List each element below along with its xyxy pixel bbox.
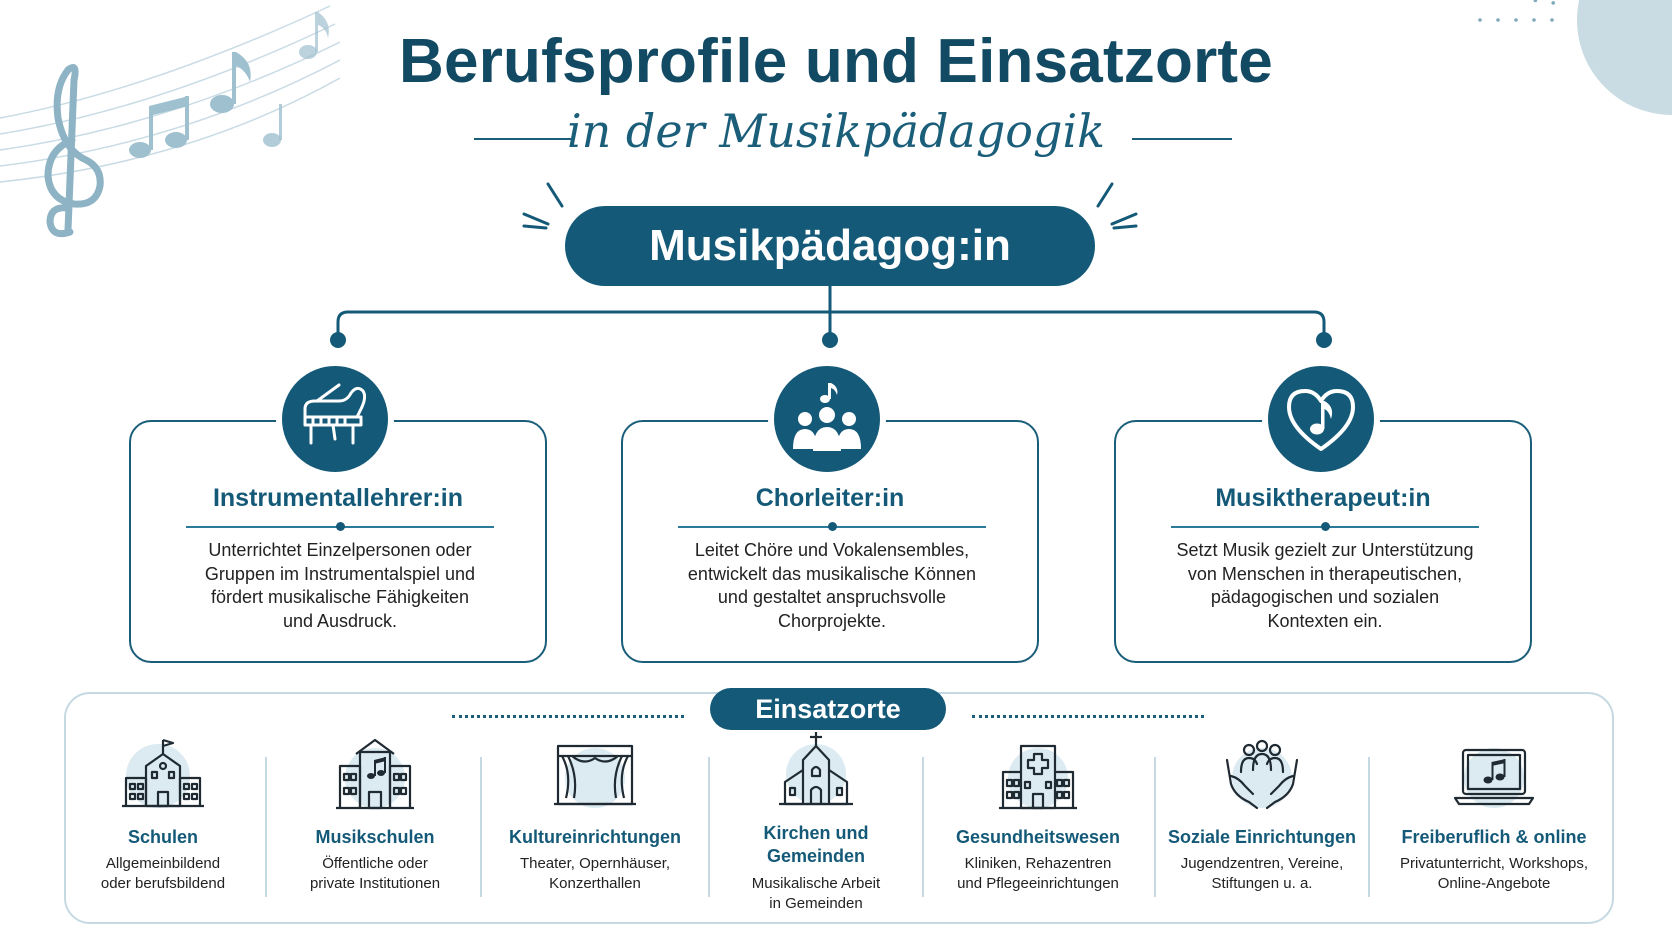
desc-line: von Menschen in therapeutischen, xyxy=(1187,563,1463,584)
desc-line: fördert musikalische Fähigkeiten xyxy=(210,587,470,607)
page-title: Berufsprofile und Einsatzorte xyxy=(399,27,1273,96)
title-line: Gemeinden xyxy=(766,846,866,866)
place-separator xyxy=(480,757,482,897)
laptop-music-icon xyxy=(1449,736,1539,812)
desc-line: Unterrichtet Einzelpersonen oder xyxy=(208,540,472,560)
place-separator xyxy=(708,757,710,897)
profile-title: Musiktherapeut:in xyxy=(1215,484,1431,512)
place-separator xyxy=(922,757,924,897)
decoration-dot xyxy=(1532,18,1536,22)
hospital-icon xyxy=(993,736,1083,812)
profile-description xyxy=(161,539,519,633)
desc-line: Leitet Chöre und Vokalensembles, xyxy=(694,540,970,560)
desc-line: Kontexten ein. xyxy=(1267,610,1383,631)
heart-music-icon xyxy=(1262,360,1380,478)
school-icon xyxy=(118,736,208,812)
theater-stage-icon xyxy=(550,736,640,812)
places-title-pill: Einsatzorte xyxy=(710,688,946,730)
profile-title: Instrumentallehrer:in xyxy=(212,484,464,512)
desc-line: Setzt Musik gezielt zur Unterstützung xyxy=(1176,540,1474,560)
place-title: Freiberuflich & online xyxy=(1401,827,1587,847)
place-separator xyxy=(1368,757,1370,897)
profile-title: Chorleiter:in xyxy=(755,484,905,512)
card-divider-dot xyxy=(336,522,345,531)
church-icon xyxy=(771,730,861,806)
place-separator xyxy=(1154,757,1156,897)
desc-line: Online-Angebote xyxy=(1437,875,1551,892)
subtitle-row xyxy=(0,104,1672,174)
place-description xyxy=(1384,854,1604,894)
place-description xyxy=(1164,854,1360,894)
desc-line: Gruppen im Instrumentalspiel und xyxy=(204,563,476,584)
card-divider-dot xyxy=(828,522,837,531)
place-description xyxy=(78,854,248,894)
desc-line: und gestaltet anspruchsvolle xyxy=(717,587,947,607)
desc-line: oder berufsbildend xyxy=(100,875,226,892)
decoration-dot xyxy=(1534,0,1538,2)
desc-line: Jugendzentren, Vereine, xyxy=(1180,855,1344,872)
dotted-line-right xyxy=(972,715,1204,718)
desc-line: Theater, Opernhäuser, xyxy=(519,855,671,872)
desc-line: pädagogischen und sozialen xyxy=(1210,587,1440,607)
profile-description xyxy=(1146,539,1504,633)
decoration-dot xyxy=(1478,18,1482,22)
decoration-dot xyxy=(1514,18,1518,22)
decoration-dot xyxy=(1496,18,1500,22)
decoration-dot xyxy=(1551,1,1555,5)
dotted-line-left xyxy=(452,715,684,718)
place-description xyxy=(724,874,908,914)
profile-description xyxy=(653,539,1011,633)
desc-line: Musikalische Arbeit xyxy=(751,875,881,892)
desc-line: entwickelt das musikalische Können xyxy=(687,563,977,584)
desc-line: Stiftungen u. a. xyxy=(1211,875,1313,892)
place-title: Musikschulen xyxy=(315,827,435,847)
grand-piano-icon xyxy=(276,360,394,478)
place-title: Gesundheitswesen xyxy=(955,827,1121,847)
caring-hands-icon xyxy=(1217,736,1307,812)
card-divider-dot xyxy=(1321,522,1330,531)
desc-line: Allgemeinbildend xyxy=(105,855,221,872)
place-title: Kultureinrichtungen xyxy=(509,827,681,847)
central-role-pill: Musikpädagog:in xyxy=(565,206,1095,286)
desc-line: Kliniken, Rehazentren xyxy=(964,855,1112,872)
desc-line: und Ausdruck. xyxy=(282,610,398,631)
desc-line: Privatunterricht, Workshops, xyxy=(1399,855,1589,872)
title-line: Kirchen und xyxy=(763,823,869,843)
place-description xyxy=(940,854,1136,894)
place-description xyxy=(496,854,694,894)
desc-line: private Institutionen xyxy=(309,875,441,892)
desc-line: in Gemeinden xyxy=(769,895,863,912)
music-school-icon xyxy=(330,736,420,812)
decoration-dot xyxy=(1550,18,1554,22)
desc-line: Chorprojekte. xyxy=(777,610,887,631)
choir-icon xyxy=(768,360,886,478)
place-title xyxy=(724,822,908,868)
desc-line: und Pflegeeinrichtungen xyxy=(957,875,1119,892)
subtitle-line-right xyxy=(1132,138,1232,140)
place-title: Schulen xyxy=(127,827,198,847)
place-title: Soziale Einrichtungen xyxy=(1167,827,1357,847)
desc-line: Konzerthallen xyxy=(549,875,641,892)
desc-line: Öffentliche oder xyxy=(322,855,428,872)
place-description xyxy=(290,854,460,894)
page-subtitle: in der Musikpädagogik xyxy=(566,104,1106,158)
place-separator xyxy=(265,757,267,897)
